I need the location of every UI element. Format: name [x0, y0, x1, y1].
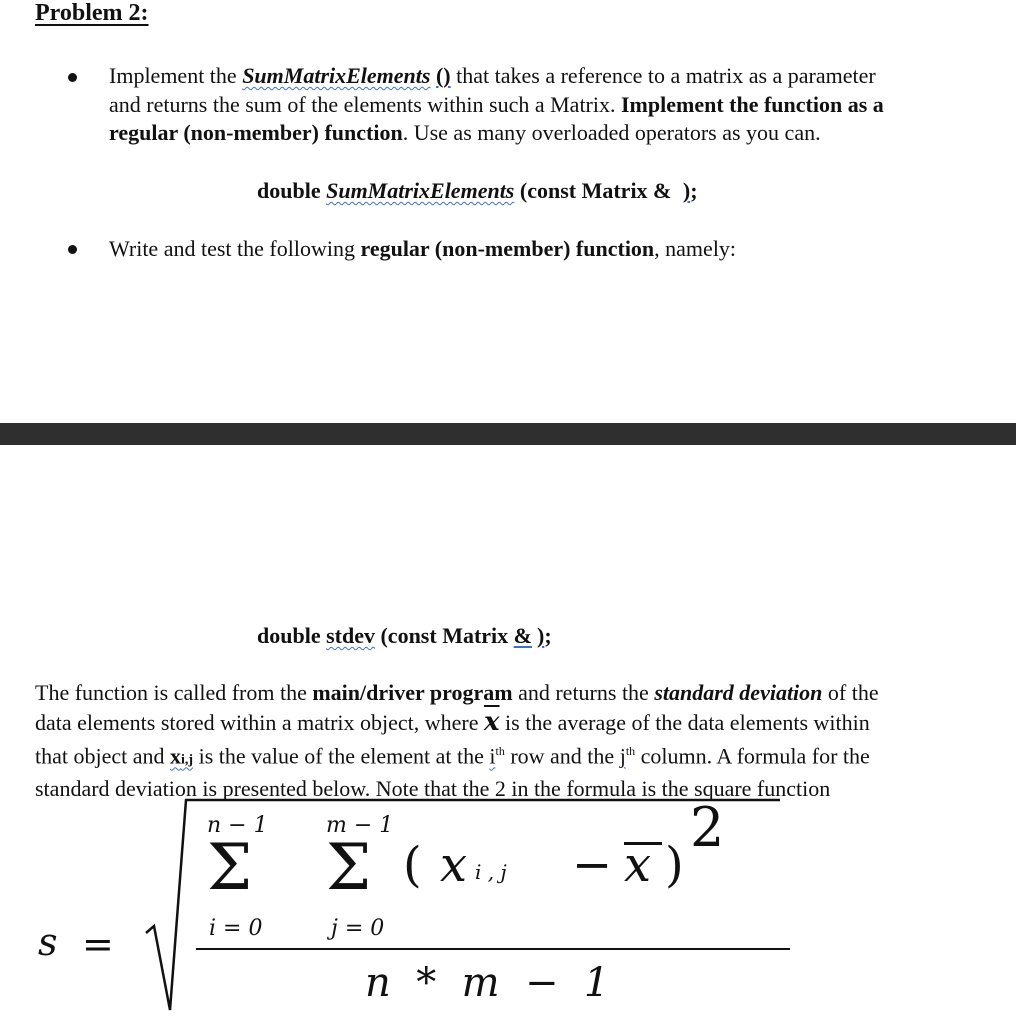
x-subscript: i , j	[475, 860, 507, 884]
description-paragraph	[35, 679, 1000, 803]
xbar-symbol-formula: x	[624, 837, 652, 893]
bullet-2-text: Write and test the following regular (non-member) function, namely:	[109, 236, 737, 261]
fn-paren: ()	[435, 63, 451, 88]
bullet-dot	[68, 245, 77, 254]
desc-line-4: standard deviation is presented below. Note that the 2 in the formula is the square function	[35, 775, 831, 801]
fraction-bar	[196, 948, 776, 950]
minus-sign: −	[572, 837, 613, 893]
xbar-symbol: $\overline{x}$	[484, 706, 500, 737]
denominator: n * m − 1	[365, 960, 610, 1006]
bullet-1-line-1: Implement the SumMatrixElements () that takes a reference to a matrix as a parameter	[109, 63, 876, 88]
equals-sign: =	[82, 922, 114, 966]
signature-summatrix: double SumMatrixElements (const Matrix & );	[257, 178, 698, 203]
desc-line-2: data elements stored within a matrix object, where $\overline{x}$ is the average of the data elements within	[35, 706, 870, 737]
desc-line-1: The function is called from the main/driver program and returns the standard deviation of the	[35, 680, 879, 705]
x-symbol: x	[440, 837, 468, 893]
signature-stdev: double stdev (const Matrix & );	[257, 623, 552, 648]
upper-limit-i: n − 1	[207, 813, 268, 838]
problem-title: Problem 2:	[35, 0, 149, 26]
fn-name-summatrix: SumMatrixElements	[242, 63, 431, 88]
paren-open: (	[403, 837, 422, 893]
upper-limit-j: m − 1	[326, 813, 394, 838]
paren-close: )	[665, 837, 684, 893]
bullet-1-line-2: and returns the sum of the elements within such a Matrix. Implement the function as a	[109, 91, 884, 117]
sigma-i: Σ	[207, 831, 253, 905]
lower-limit-j: j = 0	[331, 916, 385, 941]
bullet-dot	[68, 73, 77, 82]
symbol-s: s	[38, 920, 58, 964]
desc-line-3: that object and xi,j is the value of the element at the $i^{th}$ row and the $j^{th}$ column. A formula for the	[35, 743, 870, 769]
power-two: 2	[690, 796, 725, 859]
page-divider	[0, 423, 1016, 445]
bullet-1-text	[109, 62, 1009, 148]
lower-limit-i: i = 0	[209, 916, 263, 941]
bullet-1-line-3: regular (non-member) function. Use as many overloaded operators as you can.	[109, 120, 821, 145]
sigma-j: Σ	[326, 831, 372, 905]
